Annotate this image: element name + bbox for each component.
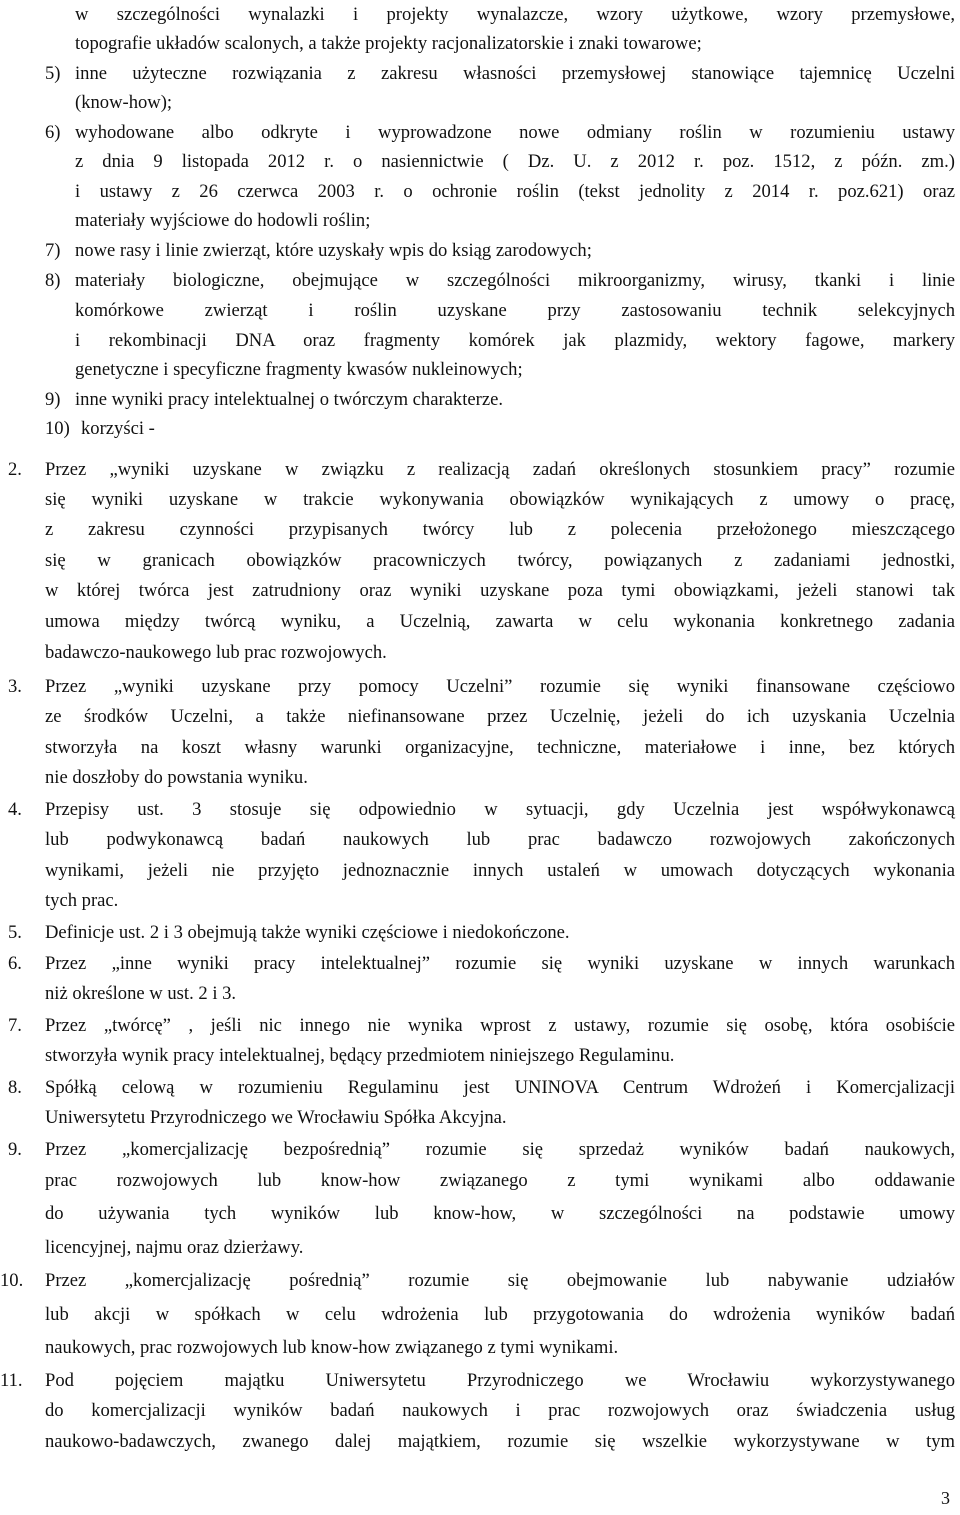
text-line: inne wyniki pracy intelektualnej o twórczym charakterze. [75,389,503,410]
text-line: umowa między twórcą wyniku, a Uczelnią, zawarta w celu wykonania konkretnego zadania [45,611,955,632]
text-line: Przez „twórcę” , jeśli nic innego nie wynika wprost z ustawy, rozumie się osobę, która osobiście [45,1015,955,1036]
text-line: korzyści - [81,418,155,439]
text-line: w szczególności wynalazki i projekty wynalazcze, wzory użytkowe, wzory przemysłowe, [75,4,955,25]
text-line: się wyniki uzyskane w trakcie wykonywania obowiązków wynikających z umowy o pracę, [45,489,955,510]
text-line: do używania tych wyników lub know-how, w szczególności na podstawie umowy [45,1203,955,1224]
text-line: komórkowe zwierząt i roślin uzyskane przy zastosowaniu technik selekcyjnych [75,300,955,321]
text-line: materiały wyjściowe do hodowli roślin; [75,210,371,231]
paragraph-number: 6. [8,953,22,974]
text-line: Przez „komercjalizację pośrednią” rozumie się obejmowanie lub nabywanie udziałów [45,1270,955,1291]
item-number: 7) [45,240,61,261]
text-line: i ustawy z 26 czerwca 2003 r. o ochronie roślin (tekst jednolity z 2014 r. poz.621) oraz [75,181,955,202]
text-line: wynikami, jeżeli nie przyjęto jednoznacznie innych ustaleń w umowach dotyczących wykonania [45,860,955,881]
page-number: 3 [941,1488,950,1508]
paragraph-number: 3. [8,676,22,697]
item-number: 8) [45,270,61,291]
text-line: z dnia 9 listopada 2012 r. o nasiennictwie ( Dz. U. z 2012 r. poz. 1512, z późn. zm.) [75,151,955,172]
text-line: materiały biologiczne, obejmujące w szczególności mikroorganizmy, wirusy, tkanki i linie [75,270,955,291]
paragraph-number: 4. [8,799,22,820]
text-line: nie doszłoby do powstania wyniku. [45,767,308,788]
paragraph-number: 10. [0,1270,24,1291]
text-line: lub podwykonawcą badań naukowych lub prac badawczo rozwojowych zakończonych [45,829,955,850]
text-line: prac rozwojowych lub know-how związanego z tymi wynikami albo oddawanie [45,1170,955,1191]
text-line: Uniwersytetu Przyrodniczego we Wrocławiu Spółka Akcyjna. [45,1107,507,1128]
item-number: 10) [45,418,70,439]
text-line: licencyjnej, najmu oraz dzierżawy. [45,1237,304,1258]
text-line: inne użyteczne rozwiązania z zakresu własności przemysłowej stanowiące tajemnicę Uczelni [75,63,955,84]
text-line: i rekombinacji DNA oraz fragmenty komórek jak plazmidy, wektory fagowe, markery [75,330,955,351]
paragraph-number: 9. [8,1139,22,1160]
text-line: się w granicach obowiązków pracowniczych twórcy, powiązanych z zadaniami jednostki, [45,550,955,571]
text-line: tych prac. [45,890,119,911]
paragraph-number: 7. [8,1015,22,1036]
text-line: topografie układów scalonych, a także projekty racjonalizatorskie i znaki towarowe; [75,33,702,54]
text-line: ze środków Uczelni, a także niefinansowane przez Uczelnię, jeżeli do ich uzyskania Uczelnia [45,706,955,727]
text-line: Pod pojęciem majątku Uniwersytetu Przyrodniczego we Wrocławiu wykorzystywanego [45,1370,955,1391]
text-line: w której twórca jest zatrudniony oraz wyniki uzyskane poza tymi obowiązkami, jeżeli stanowi tak [45,580,955,601]
text-line: Przez „wyniki uzyskane w związku z realizacją zadań określonych stosunkiem pracy” rozumie [45,459,955,480]
paragraph-number: 2. [8,459,22,480]
text-line: lub akcji w spółkach w celu wdrożenia lub przygotowania do wdrożenia wyników badań [45,1304,955,1325]
item-number: 9) [45,389,61,410]
text-line: z zakresu czynności przypisanych twórcy lub z polecenia przełożonego mieszczącego [45,519,955,540]
text-line: Spółką celową w rozumieniu Regulaminu jest UNINOVA Centrum Wdrożeń i Komercjalizacji [45,1077,955,1098]
paragraph-number: 8. [8,1077,22,1098]
paragraph-number: 11. [0,1370,23,1391]
text-line: genetyczne i specyficzne fragmenty kwasów nukleinowych; [75,359,523,380]
text-line: Przepisy ust. 3 stosuje się odpowiednio w sytuacji, gdy Uczelnia jest współwykonawcą [45,799,955,820]
item-number: 6) [45,122,61,143]
text-line: badawczo-naukowego lub prac rozwojowych. [45,642,387,663]
text-line: wyhodowane albo odkryte i wyprowadzone nowe odmiany roślin w rozumieniu ustawy [75,122,955,143]
text-line: do komercjalizacji wyników badań naukowych i prac rozwojowych oraz świadczenia usług [45,1400,955,1421]
text-line: (know-how); [75,92,173,113]
paragraph-number: 5. [8,922,22,943]
text-line: Przez „komercjalizację bezpośrednią” rozumie się sprzedaż wyników badań naukowych, [45,1139,955,1160]
text-line: naukowych, prac rozwojowych lub know-how związanego z tymi wynikami. [45,1337,619,1358]
text-line: Przez „wyniki uzyskane przy pomocy Uczelni” rozumie się wyniki finansowane częściowo [45,676,955,697]
text-line: stworzyła na koszt własny warunki organizacyjne, techniczne, materiałowe i inne, bez których [45,737,955,758]
text-line: niż określone w ust. 2 i 3. [45,983,237,1004]
item-number: 5) [45,63,61,84]
text-line: nowe rasy i linie zwierząt, które uzyskały wpis do ksiąg zarodowych; [75,240,592,261]
text-line: Definicje ust. 2 i 3 obejmują także wyniki częściowe i niedokończone. [45,922,570,943]
text-line: stworzyła wynik pracy intelektualnej, będący przedmiotem niniejszego Regulaminu. [45,1045,675,1066]
text-line: Przez „inne wyniki pracy intelektualnej” rozumie się wyniki uzyskane w innych warunkach [45,953,955,974]
text-line: naukowo-badawczych, zwanego dalej majątkiem, rozumie się wszelkie wykorzystywane w tym [45,1431,955,1452]
